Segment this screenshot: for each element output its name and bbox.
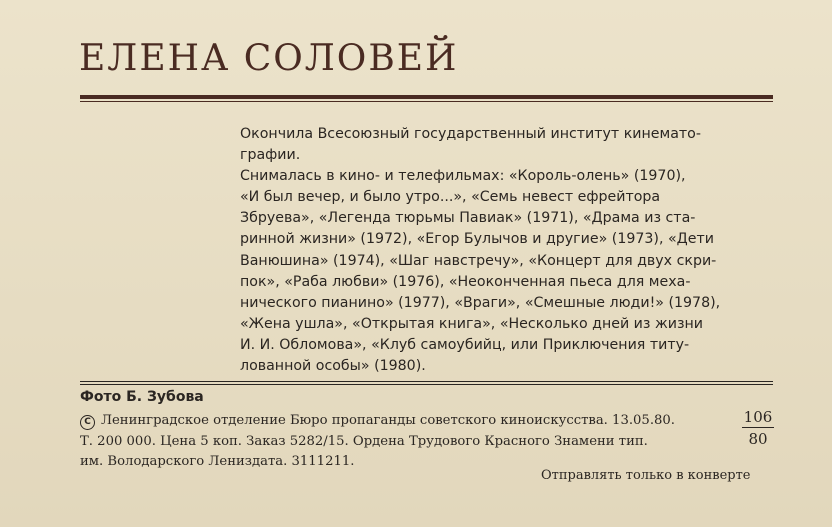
biography-line: графии. [240,147,301,164]
publisher-line: им. Володарского Лениздата. 3111211. [80,454,355,469]
biography-line: И. И. Обломова», «Клуб самоубийц, или Приключения титу- [240,336,690,353]
fraction-bar [742,427,774,428]
biography-text [240,124,774,377]
biography-line: «И был вечер, и было утро...», «Семь невест ефрейтора [240,189,661,206]
header-rule-thick [80,95,773,99]
biography-line: Ванюшина» (1974), «Шаг навстречу», «Концерт для двух скри- [240,252,717,269]
biography-line: Збруева», «Легенда тюрьмы Павиак» (1971), «Драма из ста- [240,210,696,227]
card-number-fraction [742,408,774,448]
biography-line: Окончила Всесоюзный государственный институт кинемато- [240,126,701,142]
biography-line: пок», «Раба любви» (1976), «Неоконченная пьеса для меха- [240,273,691,290]
footer-rule-top [80,381,773,382]
biography-line: нического пианино» (1977), «Враги», «Смешные люди!» (1978), [240,294,721,311]
envelope-note: Отправлять только в конверте [541,468,751,483]
publisher-line [80,411,675,432]
biography-line: Снималась в кино- и телефильмах: «Король-олень» (1970), [240,168,686,185]
copyright-icon: C [80,415,95,430]
footer-rule-bottom [80,384,773,385]
series-number: 80 [748,430,768,448]
publisher-line: Т. 200 000. Цена 5 коп. Заказ 5282/15. Ордена Трудового Красного Знамени тип. [80,433,648,449]
card-number: 106 [743,408,773,426]
biography-line: ринной жизни» (1972), «Егор Булычов и другие» (1973), «Дети [240,231,714,248]
biography-line: лованной особы» (1980). [240,358,426,375]
publisher-imprint [80,411,675,473]
header-rule-thin [80,101,773,102]
publisher-line-text: Ленинградское отделение Бюро пропаганды советского киноискусства. 13.05.80. [101,413,675,428]
biography-line: «Жена ушла», «Открытая книга», «Несколько дней из жизни [240,315,703,332]
actress-name-title: ЕЛЕНА СОЛОВЕЙ [79,38,459,79]
photo-credit: Фото Б. Зубова [80,389,204,405]
